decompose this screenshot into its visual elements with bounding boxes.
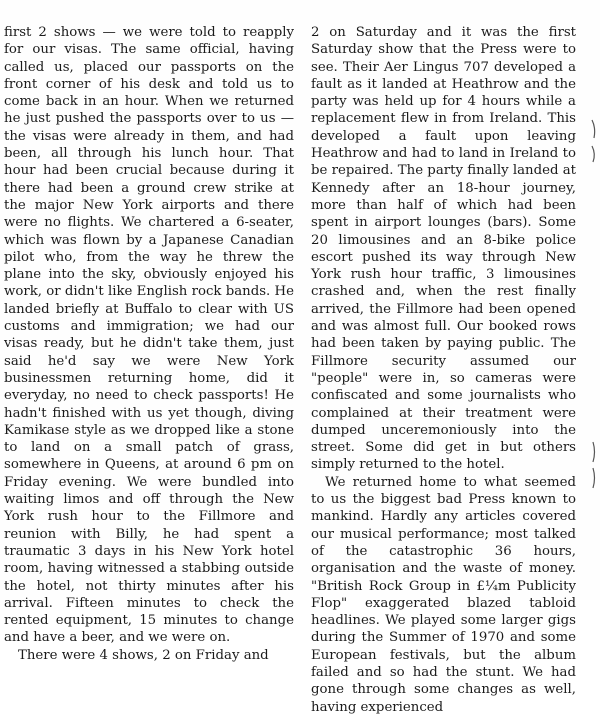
left-paragraph-1: first 2 shows — we were told to reapply for our visas. The same official, having called us, placed our passports on the front corner of his desk and told us to come back in an hour. When we returned he just pushed the passports over to us — the visas were already in them, and had been, all through his lunch hour. That hour had been crucial because during it there had been a ground crew strike at the major New York airports and there were no flights. We chartered a 6-seater, which was flown by a Japanese Canadian pilot who, from the way he threw the plane into the sky, obviously enjoyed his work, or didn't like English rock bands. He landed briefly at Buffalo to clear with US customs and immigration; we had our visas ready, but he didn't take them, just said he'd say we were New York businessmen returning home, did it everyday, no need to check passports! He hadn't finished with us yet though, diving Kamikase style as we dropped like a stone to land on a small patch of grass, somewhere in Queens, at around 6 pm on Friday evening. We were bundled into waiting limos and off through the New York rush hour to the Fillmore and reunion with Billy, he had spent a traumatic 3 days in his New York hotel room, having witnessed a stabbing outside the hotel, not thirty minutes after his arrival. Fifteen minutes to check the rented equipment, 15 minutes to change and have a beer, and we were on. xyxy=(4,25,294,646)
right-paragraph-1: 2 on Saturday and it was the first Saturday show that the Press were to see. Their Aer Lingus 707 developed a fault as it landed at Heathrow and the party was held up for 4 hours while a replacement flew in from Ireland. This developed a fault upon leaving Heathrow and had to land in Ireland to be repaired. The party finally landed at Kennedy after an 18-hour journey, more than half of which had been spent in airport lounges (bars). Some 20 limousines and an 8-bike police escort pushed its way through New York rush hour traffic, 3 limousines crashed and, when the rest finally arrived, the Fillmore had been opened and was almost full. Our booked rows had been taken by paying public. The Fillmore security assumed our "people" were in, so cameras were confiscated and some journalists who complained at their treatment were dumped unceremoniously into the street. Some did get in but others simply returned to the hotel. xyxy=(311,25,576,473)
left-text-column xyxy=(4,24,294,664)
left-paragraph-2: There were 4 shows, 2 on Friday and xyxy=(18,647,269,663)
right-paragraph-2: We returned home to what seemed to us the biggest bad Press known to mankind. Hardly any articles covered our musical performance; most talked of the catastrophic 36 hours, organisation and the waste of money. "British Rock Group in £¼m Publicity Flop" exaggerated blazed tabloid headlines. We played some larger gigs during the Summer of 1970 and some European festivals, but the album failed and so had the stunt. We had gone through some changes as well, having experienced xyxy=(311,474,576,715)
binding-mark-lower xyxy=(590,440,598,490)
binding-mark-upper xyxy=(590,118,598,164)
right-text-column xyxy=(311,24,576,716)
